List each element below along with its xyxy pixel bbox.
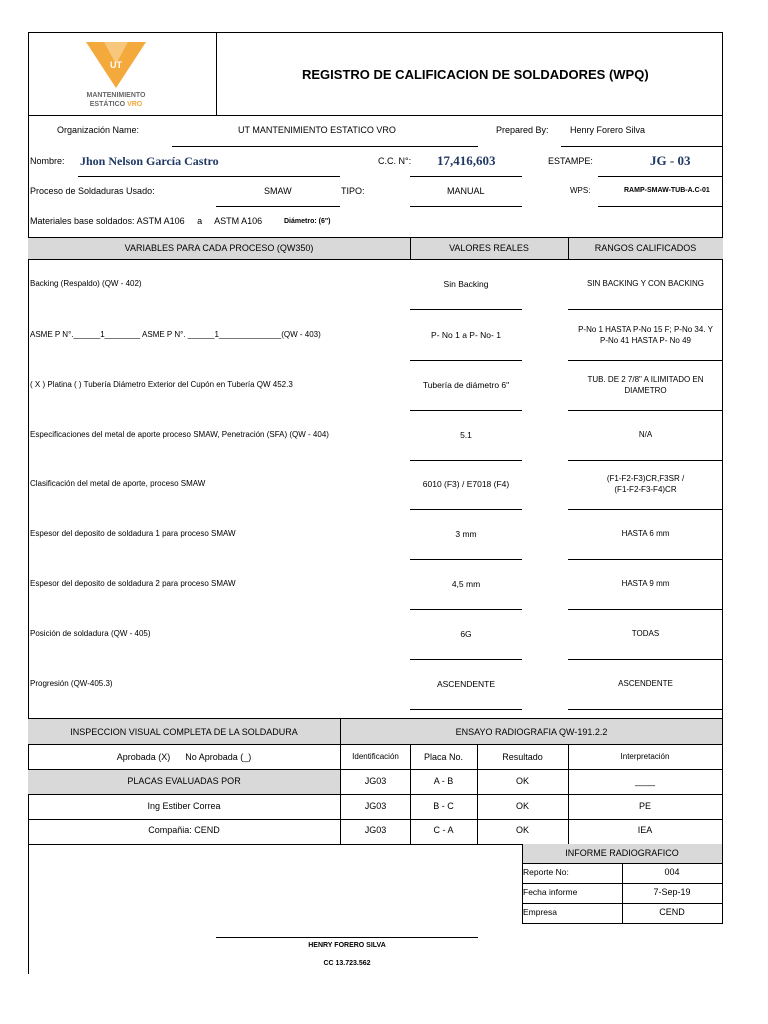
valor-real-underline bbox=[410, 460, 522, 461]
page-title: REGISTRO DE CALIFICACION DE SOLDADORES (WPQ) bbox=[302, 67, 649, 82]
valor-real: ASCENDENTE bbox=[436, 679, 496, 689]
col-resultado: Resultado bbox=[502, 752, 543, 762]
variable-label: Especificaciones del metal de aporte proceso SMAW, Penetración (SFA) (QW - 404) bbox=[30, 430, 329, 439]
tipo-underline bbox=[410, 206, 522, 207]
border-top bbox=[28, 32, 723, 33]
ensayo-cell-id: JG03 bbox=[364, 776, 387, 786]
valor-real-underline bbox=[410, 509, 522, 510]
variable-label: Espesor del deposito de soldadura 2 para proceso SMAW bbox=[30, 579, 236, 588]
signature-cc: CC 13.723.562 bbox=[323, 960, 371, 967]
rango-underline bbox=[568, 410, 723, 411]
ensayo-cell-interp: PE bbox=[638, 801, 651, 811]
rango-calificado: N/A bbox=[638, 430, 653, 439]
estampe-underline bbox=[598, 176, 723, 177]
rango-calificado-line-2: DIAMETRO bbox=[624, 386, 667, 395]
valor-real: 4,5 mm bbox=[451, 579, 481, 589]
ensayo-cell-resultado: OK bbox=[515, 801, 529, 811]
col-interpretacion: Interpretación bbox=[620, 752, 670, 761]
row-line-3 bbox=[28, 819, 723, 820]
valor-real: 3 mm bbox=[455, 529, 477, 539]
company-logo bbox=[84, 40, 148, 112]
rango-underline bbox=[568, 509, 723, 510]
variable-label: Posición de soldadura (QW - 405) bbox=[30, 629, 151, 638]
proceso-label: Proceso de Soldaduras Usado: bbox=[30, 186, 155, 196]
inspeccion-head-bottom bbox=[28, 744, 723, 745]
nombre-value: Jhon Nelson García Castro bbox=[80, 154, 219, 168]
prepared-label: Prepared By: bbox=[496, 125, 549, 135]
logo-line-2: ESTÁTICO VRO bbox=[89, 101, 143, 108]
informe-label: Reporte No: bbox=[523, 867, 569, 877]
rango-calificado: P-No 1 HASTA P-No 15 F; P-No 34. Y bbox=[578, 325, 713, 334]
svg-text:UT: UT bbox=[110, 60, 122, 70]
informe-line-2 bbox=[522, 903, 723, 904]
org-label: Organización Name: bbox=[57, 125, 140, 135]
rango-underline bbox=[568, 559, 723, 560]
informe-value: 7-Sep-19 bbox=[653, 887, 691, 897]
valor-real: P- No 1 a P- No- 1 bbox=[431, 330, 501, 340]
ensayo-cell-id: JG03 bbox=[364, 801, 387, 811]
nombre-underline bbox=[78, 176, 340, 177]
valor-real: Tubería de diámetro 6" bbox=[422, 380, 510, 390]
signature-name: HENRY FORERO SILVA bbox=[308, 942, 386, 949]
variable-label: Espesor del deposito de soldadura 1 para proceso SMAW bbox=[30, 529, 236, 538]
org-underline bbox=[172, 146, 478, 147]
rango-underline bbox=[568, 460, 723, 461]
rango-calificado: ASCENDENTE bbox=[618, 679, 673, 688]
wps-underline bbox=[598, 206, 723, 207]
cc-label: C.C. N°: bbox=[378, 156, 412, 166]
ensayo-cell-placa: C - A bbox=[433, 825, 454, 835]
head-inspeccion-visual: INSPECCION VISUAL COMPLETA DE LA SOLDADURA bbox=[70, 727, 298, 737]
valor-real: 5.1 bbox=[460, 430, 472, 440]
variable-label: Backing (Respaldo) (QW - 402) bbox=[30, 279, 142, 288]
informe-label: Empresa bbox=[523, 907, 558, 917]
valor-real-underline bbox=[410, 360, 522, 361]
cc-underline bbox=[410, 176, 522, 177]
head-variables: VARIABLES PARA CADA PROCESO (QW350) bbox=[124, 243, 314, 253]
rango-calificado: TODAS bbox=[631, 629, 660, 638]
diametro-text: Diámetro: (6") bbox=[284, 218, 331, 225]
variable-label: Clasificación del metal de aporte, proceso SMAW bbox=[30, 479, 206, 488]
informe-right bbox=[722, 844, 723, 924]
ensayo-cell-interp: ____ bbox=[634, 776, 656, 786]
rango-calificado: TUB. DE 2 7/8" A ILIMITADO EN bbox=[587, 375, 704, 384]
rango-underline bbox=[568, 709, 723, 710]
prepared-value: Henry Forero Silva bbox=[570, 125, 646, 135]
rango-underline bbox=[568, 659, 723, 660]
informe-label: Fecha informe bbox=[523, 887, 578, 897]
variable-label: ( X ) Platina ( ) Tubería Diámetro Exterior del Cupón en Tubería QW 452.3 bbox=[30, 380, 293, 389]
logo-line-1: MANTENIMIENTO bbox=[86, 92, 146, 99]
ensayo-cell-id: JG03 bbox=[364, 825, 387, 835]
variable-label: Progresión (QW-405.3) bbox=[30, 679, 113, 688]
valor-real: 6G bbox=[460, 629, 472, 639]
placas-evaluadas-head: PLACAS EVALUADAS POR bbox=[127, 776, 241, 786]
valor-real-underline bbox=[410, 410, 522, 411]
nombre-label: Nombre: bbox=[30, 156, 65, 166]
signature-line bbox=[216, 937, 478, 938]
row-line-2 bbox=[28, 794, 723, 795]
ensayo-cell-resultado: OK bbox=[515, 825, 529, 835]
variables-header-top bbox=[28, 237, 723, 238]
proceso-underline bbox=[216, 206, 340, 207]
informe-line-1 bbox=[522, 883, 723, 884]
wps-label: WPS: bbox=[570, 186, 591, 195]
aprobada-text: Aprobada (X) No Aprobada (_) bbox=[116, 752, 252, 762]
wps-value: RAMP-SMAW-TUB-A.C-01 bbox=[624, 187, 710, 194]
col-placa: Placa No. bbox=[423, 752, 464, 762]
variables-header-bottom bbox=[28, 259, 723, 260]
materiales-text: Materiales base soldados: ASTM A106 a ASTM A106 bbox=[30, 216, 263, 226]
valor-real: Sin Backing bbox=[443, 279, 489, 289]
informe-line-0 bbox=[522, 863, 723, 864]
informe-head: INFORME RADIOGRAFICO bbox=[565, 848, 679, 858]
logo-triangle-icon bbox=[84, 40, 148, 90]
ensayo-cell-interp: IEA bbox=[637, 825, 653, 835]
head-ensayo-radiografia: ENSAYO RADIOGRAFIA QW-191.2.2 bbox=[455, 727, 608, 737]
header-divider bbox=[216, 32, 217, 116]
valor-real-underline bbox=[410, 609, 522, 610]
rango-underline bbox=[568, 609, 723, 610]
col-identificacion: Identificación bbox=[352, 752, 399, 761]
valor-real: 6010 (F3) / E7018 (F4) bbox=[422, 479, 510, 489]
header-bottom bbox=[28, 115, 723, 116]
rango-calificado-line-2: P-No 41 HASTA P- No 49 bbox=[600, 336, 691, 345]
rango-calificado: HASTA 6 mm bbox=[621, 529, 670, 538]
ensayo-cell-placa: B - C bbox=[433, 801, 454, 811]
informe-value: CEND bbox=[659, 907, 685, 917]
informe-value: 004 bbox=[664, 867, 680, 877]
prepared-underline bbox=[561, 146, 723, 147]
rango-calificado: HASTA 9 mm bbox=[621, 579, 670, 588]
variable-label: ASME P N°.______1________ ASME P N°. ______1______________(QW - 403) bbox=[30, 330, 321, 339]
cc-value: 17,416,603 bbox=[437, 153, 496, 168]
ensayo-cell-placa: A - B bbox=[433, 776, 454, 786]
head-valores-reales: VALORES REALES bbox=[449, 243, 529, 253]
compania-text: Compañia: CEND bbox=[148, 825, 220, 835]
rango-calificado-line-2: (F1-F2-F3-F4)CR bbox=[614, 485, 677, 494]
tipo-label: TIPO: bbox=[341, 186, 365, 196]
valor-real-underline bbox=[410, 309, 522, 310]
rango-underline bbox=[568, 309, 723, 310]
estampe-label: ESTAMPE: bbox=[548, 156, 593, 166]
head-rangos: RANGOS CALIFICADOS bbox=[594, 243, 697, 253]
valor-real-underline bbox=[410, 709, 522, 710]
org-value: UT MANTENIMIENTO ESTATICO VRO bbox=[238, 125, 396, 135]
estampe-value: JG - 03 bbox=[650, 153, 691, 168]
rango-calificado: (F1-F2-F3)CR,F3SR / bbox=[606, 474, 685, 483]
ensayo-cell-resultado: OK bbox=[515, 776, 529, 786]
valor-real-underline bbox=[410, 659, 522, 660]
informe-line-3 bbox=[522, 923, 723, 924]
rango-underline bbox=[568, 360, 723, 361]
valor-real-underline bbox=[410, 559, 522, 560]
proceso-value: SMAW bbox=[264, 186, 292, 196]
evaluador-name: Ing Estiber Correa bbox=[147, 801, 221, 811]
tipo-value: MANUAL bbox=[447, 186, 485, 196]
rango-calificado: SIN BACKING Y CON BACKING bbox=[586, 279, 705, 288]
